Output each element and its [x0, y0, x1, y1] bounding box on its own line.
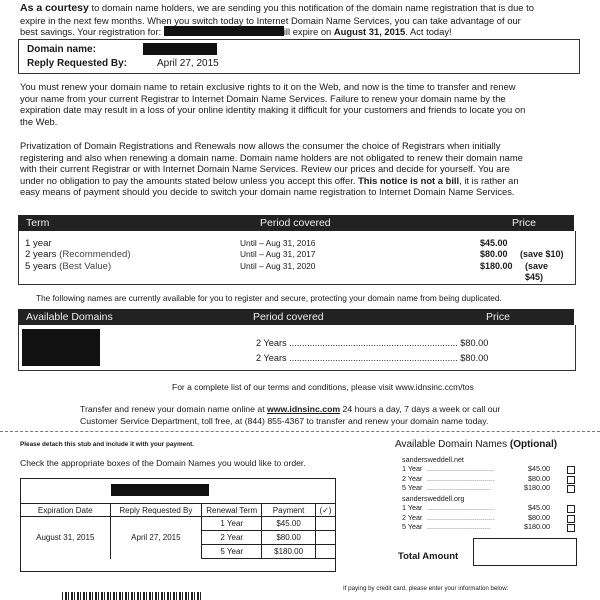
- term-note: (Best Value): [56, 260, 112, 272]
- priv-line-1: Privatization of Domain Registrations and Renewals now allows the consumer the choice of Registrars when initially: [20, 140, 501, 151]
- total-amount-label: Total Amount: [398, 551, 459, 562]
- avail-header-period: Period covered: [253, 311, 324, 323]
- price-row-1yr: [25, 238, 565, 249]
- reply-value: April 27, 2015: [157, 58, 219, 69]
- opt-term: 1 Year: [402, 503, 423, 513]
- period-value: Until – Aug 31, 2016: [240, 238, 316, 248]
- intro-bold-lead: As a courtesy: [20, 2, 89, 14]
- stub-payment: $180.00: [262, 545, 316, 559]
- transfer-url-link[interactable]: www.idnsinc.com: [267, 404, 341, 414]
- stub-checkbox[interactable]: [315, 545, 335, 559]
- domain-info-box: [18, 39, 580, 74]
- opt-row: 5 Year ................................ $180.00: [402, 483, 582, 492]
- stub-term: 5 Year: [202, 545, 262, 559]
- renew-line-4: the Web.: [20, 115, 58, 127]
- price-header-price: Price: [512, 217, 536, 229]
- intro-line3-b: ill expire on: [283, 26, 332, 38]
- opt-price: $180.00: [524, 522, 550, 532]
- privatization-paragraph: [20, 140, 595, 198]
- opt-term: 2 Year: [402, 512, 423, 522]
- term-label: 2 years: [25, 249, 57, 261]
- price-header-term: Term: [26, 217, 50, 229]
- opt-term: 5 Year: [402, 483, 423, 493]
- opt-row: 2 Year .................................. $80.00: [402, 474, 582, 483]
- priv-line-5: easy means of payment should you decide to switch your domain name registration to Internet Domain Name Services.: [20, 186, 515, 198]
- stub-header-term: Renewal Term: [202, 504, 262, 517]
- avail-period: 2 Years: [256, 353, 287, 363]
- price-header-period: Period covered: [260, 217, 331, 229]
- intro-line3-c: . Act today!: [405, 26, 452, 38]
- stub-term: 1 Year: [202, 517, 262, 531]
- transfer-line-2: Customer Service Department, toll free, at (844) 855-4367 to transfer and renew your domain name today.: [80, 416, 489, 426]
- priv-line-4b: , it is rather an: [459, 174, 519, 186]
- opt-price: $80.00: [528, 512, 550, 522]
- opt-term: 2 Year: [402, 473, 423, 483]
- save-value: (save $10): [520, 249, 564, 260]
- optional-tag: (Optional): [509, 439, 558, 450]
- stub-table: [20, 503, 336, 559]
- price-row-5yr: [25, 260, 565, 283]
- transfer-line-1: [80, 404, 500, 414]
- avail-header-domains: Available Domains: [26, 311, 113, 323]
- price-value: $45.00: [480, 238, 508, 248]
- term-label: 1 year: [25, 238, 52, 249]
- opt-checkbox[interactable]: [567, 485, 575, 493]
- opt-price: $45.00: [528, 464, 550, 474]
- priv-line-2: registering and also when renewing a domain name. Domain name holders are not obligated to renew their domain name: [20, 151, 523, 163]
- transfer-b: 24 hours a day, 7 days a week or call our: [340, 404, 501, 414]
- opt-price: $80.00: [528, 473, 550, 483]
- group-domain-name: sandersweddell.net: [402, 455, 464, 464]
- avail-table-header: [18, 309, 574, 325]
- group-domain-name: sandersweddell.org: [402, 494, 465, 503]
- term-note: (Recommended): [56, 249, 131, 261]
- optional-domains-panel: [395, 439, 595, 450]
- renew-line-2: your name from your current Registrar to Internet Domain Name Services. Failure to renew your domain name by the: [20, 92, 506, 104]
- redacted-domain-name: [143, 43, 217, 55]
- term-label: 5 years: [25, 260, 57, 272]
- opt-price: $45.00: [528, 503, 550, 513]
- stub-payment: $80.00: [262, 531, 316, 545]
- stub-payment: $45.00: [262, 517, 316, 531]
- stub-header-reply: Reply Requested By: [110, 504, 202, 517]
- not-a-bill: This notice is not a bill: [358, 174, 460, 186]
- redacted-domain: [164, 26, 284, 36]
- redacted-stub-domain: [111, 484, 209, 496]
- stub-checkbox[interactable]: [315, 531, 335, 545]
- credit-card-note: If paying by credit card, please enter your information below:: [343, 585, 509, 592]
- stub-header-expiration: Expiration Date: [21, 504, 111, 517]
- avail-price: $80.00: [460, 338, 489, 348]
- price-value: $180.00: [480, 260, 513, 271]
- optional-group-net: [402, 455, 582, 493]
- renew-line-1: You must renew your domain name to retain exclusive rights to it on the Web, and now is the time to transfer and renew: [20, 81, 516, 92]
- stub-term: 2 Year: [202, 531, 262, 545]
- intro-paragraph: [20, 2, 595, 38]
- terms-line: For a complete list of our terms and conditions, please visit www.idnsinc.ccm/tos: [172, 382, 474, 392]
- opt-row: 1 Year .................................. $45.00: [402, 464, 582, 473]
- price-table-header: [18, 215, 574, 231]
- avail-table-body: [18, 325, 576, 371]
- price-row-2yr: [25, 249, 565, 260]
- intro-line3-a: best savings. Your registration for:: [20, 26, 162, 38]
- renew-line-3: expiration date may result in a loss of your online identity making it difficult for your customers and friends to locate you on: [20, 104, 526, 116]
- stub-reply-value: April 27, 2015: [110, 517, 202, 559]
- price-rows: [25, 238, 565, 283]
- detach-divider: [0, 431, 600, 432]
- stub-header-payment: Payment: [262, 504, 316, 517]
- check-instructions: Check the appropriate boxes of the Domain Names you would like to order.: [20, 458, 306, 468]
- renew-paragraph: [20, 81, 595, 127]
- optional-group-org: [402, 494, 582, 532]
- stub-expiration-value: August 31, 2015: [21, 517, 111, 559]
- opt-checkbox[interactable]: [567, 524, 575, 532]
- avail-price: $80.00: [460, 353, 489, 363]
- total-amount-field[interactable]: [473, 538, 577, 566]
- intro-line1: to domain name holders, we are sending you this notification of the domain name registration that is due to: [88, 2, 534, 13]
- optional-title: Available Domain Names: [395, 439, 510, 450]
- reply-label: Reply Requested By:: [27, 58, 128, 69]
- period-value: Until – Aug 31, 2017: [240, 249, 316, 260]
- priv-line-4a: under no obligation to pay the amounts stated below unless you accept this offer.: [20, 174, 359, 186]
- opt-term: 5 Year: [402, 522, 423, 532]
- avail-row-1: 2 Years .................................................................. $80.00: [256, 338, 489, 348]
- expire-date: August 31, 2015: [333, 26, 406, 38]
- avail-header-price: Price: [486, 311, 510, 323]
- save-value: (save $45): [525, 260, 549, 283]
- domain-name-label: Domain name:: [27, 44, 96, 55]
- avail-period: 2 Years: [256, 338, 287, 348]
- available-note: The following names are currently available for you to register and secure, protecting your domain name from being duplicated.: [36, 293, 502, 303]
- transfer-a: Transfer and renew your domain name online at: [80, 404, 268, 414]
- opt-row: 5 Year ................................ $180.00: [402, 522, 582, 531]
- postal-barcode: [62, 592, 202, 600]
- priv-line-3: with their current Registrar or with Internet Domain Name Services. Review our prices and decide for yourself. You are: [20, 163, 510, 175]
- intro-line2: expire in the next few months. When you switch today to Internet Domain Name Services, you can take advantage of our: [20, 14, 521, 26]
- redacted-available-domains: [22, 329, 100, 366]
- opt-price: $180.00: [524, 483, 550, 493]
- stub-checkbox[interactable]: [315, 517, 335, 531]
- stub-header-check: (✓): [315, 504, 335, 517]
- opt-row: 2 Year .................................. $80.00: [402, 513, 582, 522]
- opt-row: 1 Year .................................. $45.00: [402, 503, 582, 512]
- opt-term: 1 Year: [402, 464, 423, 474]
- detach-note: Please detach this stub and include it with your payment.: [20, 441, 195, 448]
- avail-row-2: 2 Years .................................................................. $80.00: [256, 353, 489, 363]
- period-value: Until – Aug 31, 2020: [240, 260, 316, 271]
- price-value: $80.00: [480, 249, 508, 260]
